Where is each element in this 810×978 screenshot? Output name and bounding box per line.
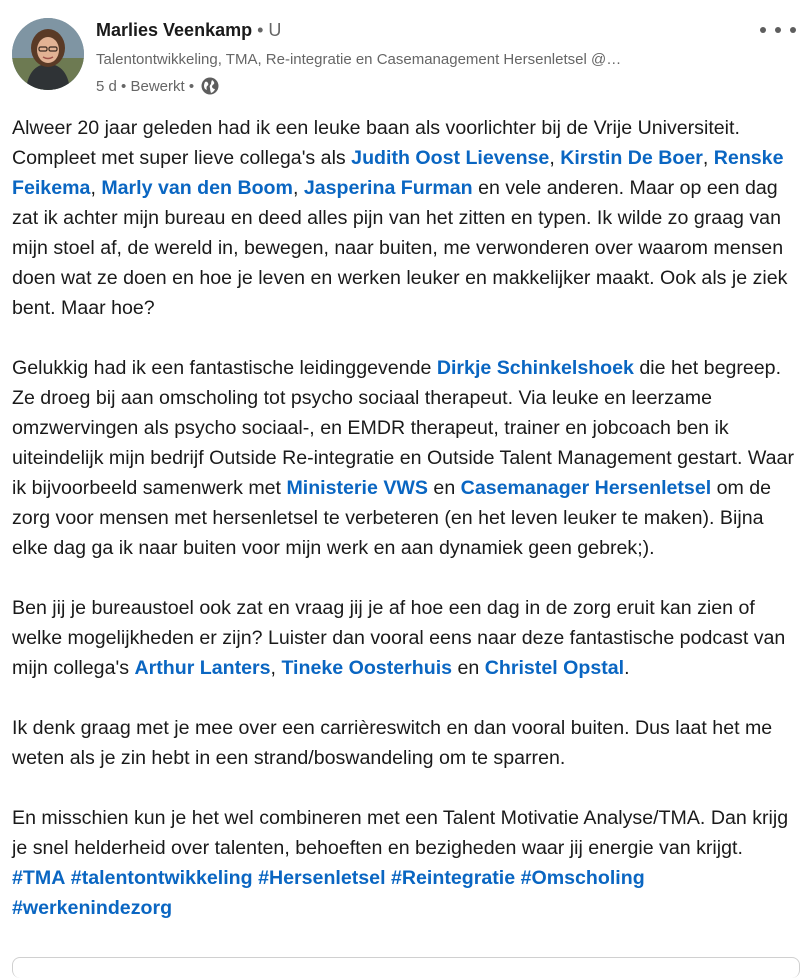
mention-link[interactable]: Christel Opstal	[484, 657, 625, 679]
dot-icon	[775, 27, 781, 33]
mention-link[interactable]: Arthur Lanters	[134, 657, 271, 679]
paragraph-2: Gelukkig had ik een fantastische leidinggevende Dirkje Schinkelshoek die het begreep. Ze droeg bij aan omscholing tot psycho sociaal therapeut. Via leuke en leerzame omzwervingen als psycho sociaal-, en EMDR therapeut, trainer en jobcoach ben ik uiteindelijk mijn bedrijf Outside Re-integratie en Outside Talent Management gestart. Waar ik bijvoorbeeld samenwerk met Ministerie VWS en Casemanager Hersenletsel om de zorg voor mensen met hersenletsel te verbeteren (en het leven leuker te maken). Bijna elke dag ga ik naar buiten voor mijn werk en aan dynamiek geen gebrek;).	[12, 357, 794, 559]
hashtag-link[interactable]: #Reintegratie	[390, 867, 516, 889]
mention-link[interactable]: Renske Feikema	[12, 147, 784, 199]
mention-link[interactable]: Kirstin De Boer	[560, 147, 703, 169]
more-options-button[interactable]	[760, 18, 796, 42]
dot-icon	[760, 27, 766, 33]
mention-link[interactable]: Jasperina Furman	[303, 177, 473, 199]
paragraph-1: Alweer 20 jaar geleden had ik een leuke baan als voorlichter bij de Vrije Universiteit. Compleet met super lieve collega's als Judith Oost Lievense, Kirstin De Boer, Renske Feikema, Marly van den Boom, Jasperina Furman en vele anderen. Maar op een dag zat ik achter mijn bureau en deed alles pijn van het zitten en typen. Ik wilde zo graag van mijn stoel af, de wereld in, bewegen, naar buiten, me verwonderen over waarom mensen doen wat ze doen en hoe je leven en werken leuker en makkelijker maakt. Ook als je ziek bent. Maar hoe?	[12, 117, 788, 319]
profile-photo	[12, 18, 84, 90]
author-name-line[interactable]	[96, 20, 281, 41]
hashtag-link[interactable]: #Omscholing	[520, 867, 645, 889]
paragraph-5: En misschien kun je het wel combineren met een Talent Motivatie Analyse/TMA. Dan krijg je snel helderheid over talenten, behoeften en bezigheden waar jij energie van krijgt. #TMA #talentontwikkeling #Hersenletsel #Reintegratie #Omscholing #werkenindezorg	[12, 807, 789, 919]
mention-link[interactable]: Casemanager Hersenletsel	[460, 477, 712, 499]
author-headline: Talentontwikkeling, TMA, Re-integratie en Casemanagement Hersenletsel @…	[96, 51, 622, 68]
post-meta	[96, 76, 220, 96]
mention-link[interactable]: Judith Oost Lievense	[351, 147, 550, 169]
meta-separator: •	[188, 77, 195, 95]
post-time: 5 d	[96, 77, 117, 95]
dot-icon	[790, 27, 796, 33]
hashtag-link[interactable]: #TMA	[12, 867, 66, 889]
hashtag-link[interactable]: #Hersenletsel	[258, 867, 386, 889]
author-name[interactable]: Marlies Veenkamp	[96, 20, 253, 40]
link-preview-card-edge	[12, 957, 800, 978]
mention-link[interactable]: Marly van den Boom	[101, 177, 293, 199]
post-text	[12, 113, 797, 923]
mention-link[interactable]: Tineke Oosterhuis	[281, 657, 453, 679]
paragraph-4: Ik denk graag met je mee over een carrièreswitch en dan vooral buiten. Dus laat het me weten als je zin hebt in een strand/boswandeling om te sparren.	[12, 717, 773, 769]
paragraph-3: Ben jij je bureaustoel ook zat en vraag jij je af hoe een dag in de zorg eruit kan zien of welke mogelijkheden er zijn? Luister dan vooral eens naar deze fantastische podcast van mijn collega's Arthur Lanters, Tineke Oosterhuis en Christel Opstal.	[12, 597, 786, 679]
meta-separator: •	[121, 77, 127, 95]
mention-link[interactable]: Ministerie VWS	[286, 477, 428, 499]
mention-link[interactable]: Dirkje Schinkelshoek	[436, 357, 634, 379]
avatar[interactable]	[12, 18, 84, 90]
hashtag-link[interactable]: #talentontwikkeling	[70, 867, 253, 889]
edited-label: Bewerkt	[130, 77, 185, 95]
connection-degree: • U	[257, 20, 282, 40]
globe-icon	[200, 76, 220, 96]
hashtag-link[interactable]: #werkenindezorg	[12, 897, 173, 919]
